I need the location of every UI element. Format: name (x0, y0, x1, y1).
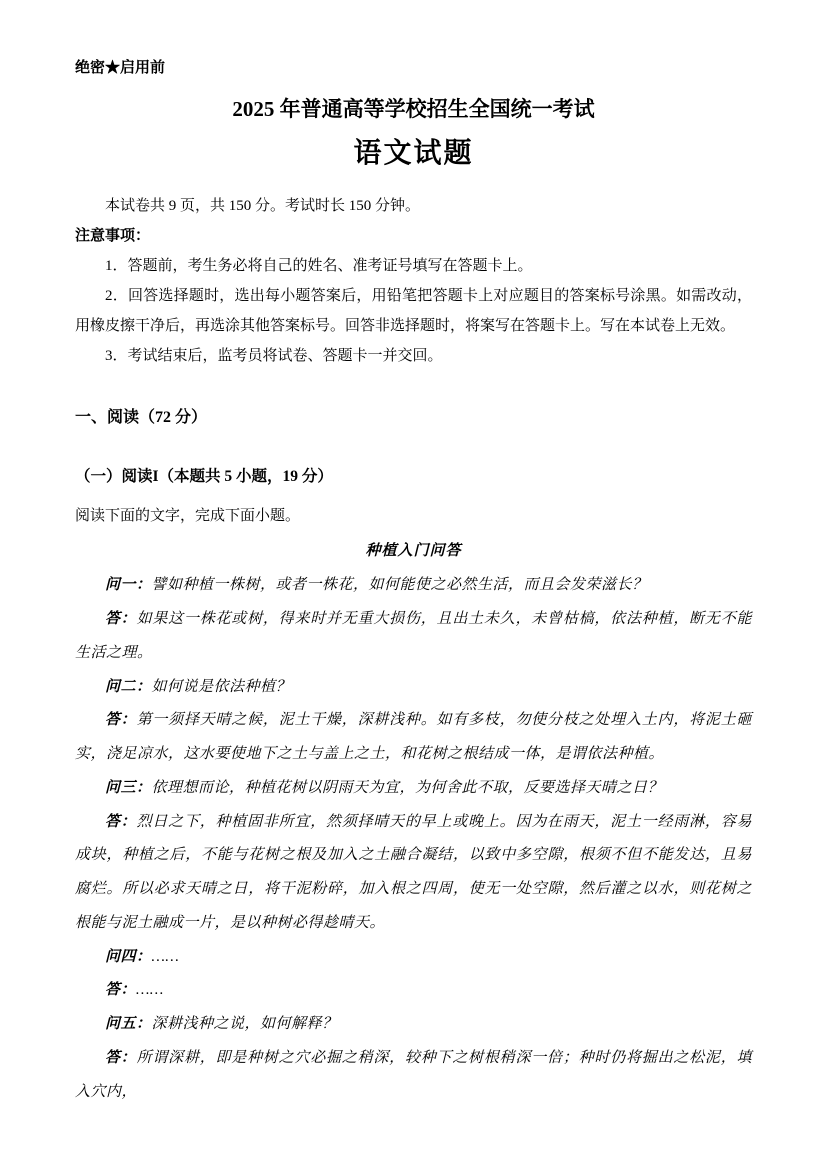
qa-text: 如何说是依法种植？ (151, 678, 292, 695)
passage-paragraph (75, 806, 752, 941)
qa-text: 深耕浅种之说，如何解释？ (151, 1016, 338, 1033)
qa-label: 答： (105, 611, 137, 628)
qa-label: 问四： (105, 948, 152, 965)
qa-label: 问三： (105, 779, 152, 796)
passage-paragraph (75, 603, 752, 671)
qa-text: 第一须择天晴之候，泥土干燥，深耕浅种。如有多枝，勿使分枝之处埋入土内，将泥土砸实，浇足凉水，这水要使地下之土与盖上之土，和花树之根结成一体，是谓依法种植。 (75, 712, 752, 763)
passage-paragraph (75, 1042, 752, 1110)
qa-label: 问五： (105, 1016, 152, 1033)
passage-paragraph (75, 704, 752, 772)
passage-paragraph (75, 671, 752, 705)
qa-label: 答： (105, 1049, 137, 1066)
exam-title: 2025 年普通高等学校招生全国统一考试 (232, 97, 595, 121)
passage-paragraph (75, 941, 752, 975)
subject-title: 语文试题 (353, 138, 474, 169)
classification-label: 绝密★启用前 (75, 60, 166, 76)
qa-text: …… (136, 982, 164, 999)
qa-label: 问一： (105, 577, 152, 594)
passage-paragraph (75, 974, 752, 1008)
notice-item-3: 3．考试结束后，监考员将试卷、答题卡一并交回。 (105, 348, 443, 364)
passage-body (75, 569, 752, 1109)
notice-heading: 注意事项： (75, 228, 151, 244)
qa-label: 答： (105, 813, 137, 830)
section-heading-reading: 一、阅读（72 分） (75, 409, 208, 426)
passage-paragraph (75, 772, 752, 806)
qa-text: …… (151, 948, 180, 965)
qa-label: 问二： (105, 678, 152, 695)
passage-paragraph (75, 1008, 752, 1042)
notice-item-2: 2．回答选择题时，选出每小题答案后，用铅笔把答题卡上对应题目的答案标号涂黑。如需改动，用橡皮擦干净后，再选涂其他答案标号。回答非选择题时，将案写在答题卡上。写在本试卷上无效。 (75, 288, 752, 334)
reading-instruction: 阅读下面的文字，完成下面小题。 (75, 508, 301, 525)
qa-label: 答： (105, 982, 137, 999)
qa-label: 答： (105, 712, 137, 729)
subsection-heading-reading-1: （一）阅读I（本题共 5 小题，19 分） (75, 467, 333, 485)
passage-title: 种植入门问答 (365, 543, 462, 560)
notice-item-1: 1．答题前，考生务必将自己的姓名、准考证号填写在答题卡上。 (105, 258, 533, 274)
qa-text: 所谓深耕，即是种树之穴必掘之稍深，较种下之树根稍深一倍；种时仍将掘出之松泥，填入穴内， (75, 1049, 752, 1100)
paper-info: 本试卷共 9 页，共 150 分。考试时长 150 分钟。 (105, 198, 421, 214)
qa-text: 如果这一株花或树，得来时并无重大损伤，且出土未久，未曾枯槁，依法种植，断无不能生活之理。 (75, 611, 752, 661)
qa-text: 烈日之下，种植固非所宜，然须择晴天的早上或晚上。因为在雨天，泥土一经雨淋，容易成块，种植之后，不能与花树之根及加入之土融合凝结，以致中多空隙，根须不但不能发达，且易腐烂。所以必求天晴之日，将干泥粉碎，加入根之四周，使无一处空隙，然后灌之以水，则花树之根能与泥土融成一片，是以种树必得趁晴天。 (75, 813, 752, 931)
qa-text: 依理想而论，种植花树以阴雨天为宜，为何舍此不取，反要选择天晴之日？ (151, 779, 664, 796)
qa-text: 譬如种植一株树，或者一株花，如何能使之必然生活，而且会发荣滋长？ (151, 577, 648, 594)
passage-paragraph (75, 569, 752, 603)
